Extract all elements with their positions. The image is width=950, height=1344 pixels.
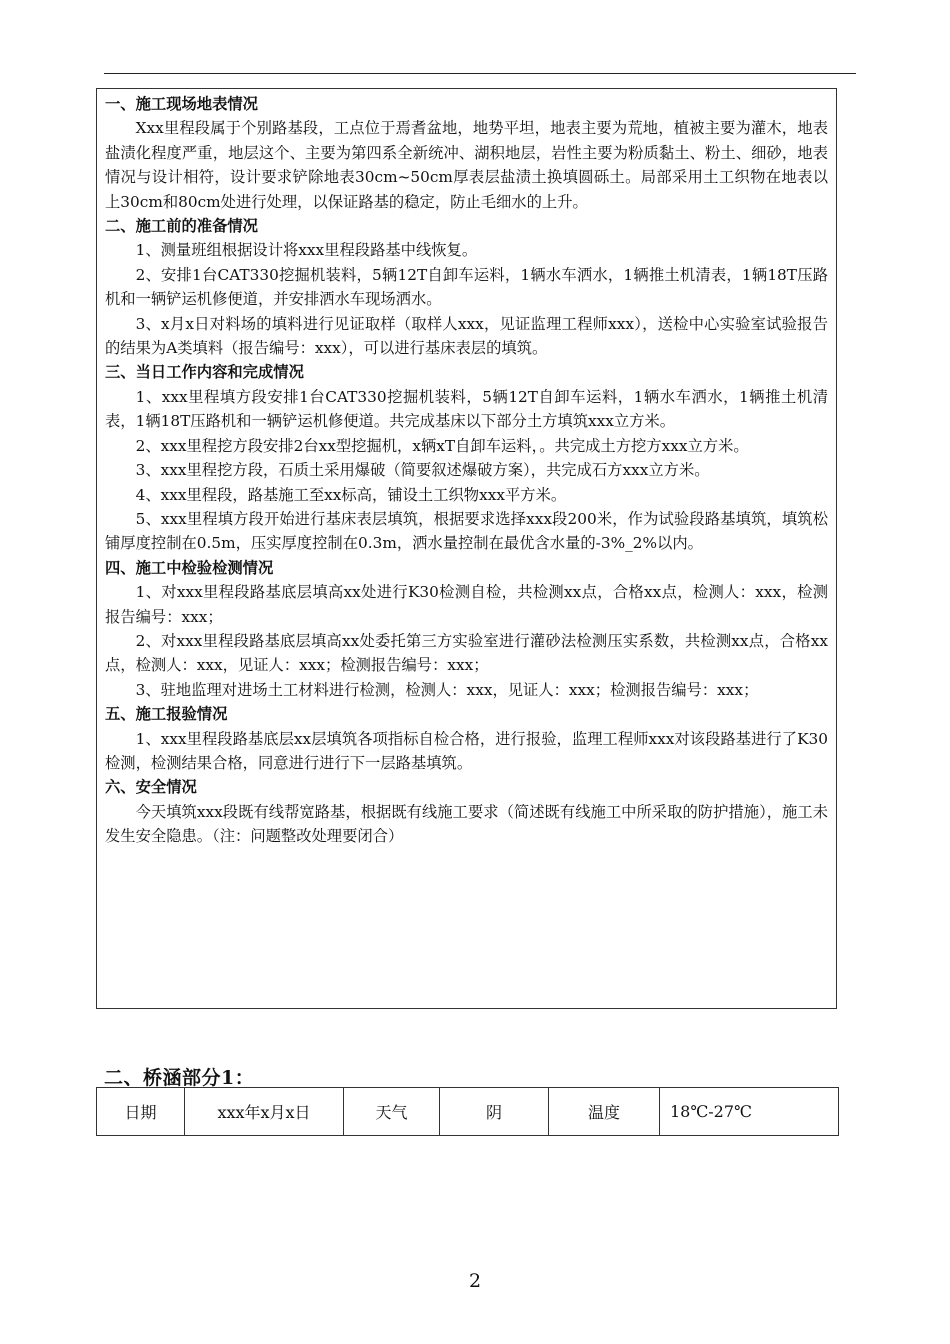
section-heading: 六、安全情况 <box>105 778 197 797</box>
paragraph: 3、xxx里程挖方段，石质土采用爆破（简要叙述爆破方案），共完成石方xxx立方米。 <box>135 461 710 480</box>
temperature-label: 温度 <box>549 1088 660 1136</box>
paragraph: 2、xxx里程挖方段安排2台xx型挖掘机，x辆xT自卸车运料，。共完成土方挖方xxx立方米。 <box>135 436 749 455</box>
table-row <box>97 1088 839 1136</box>
paragraph: 1、对xxx里程段路基底层填高xx处进行K30检测自检，共检测xx点，合格xx点，检测人：xxx，检测报告编号：xxx； <box>105 583 828 626</box>
weather-label: 天气 <box>344 1088 440 1136</box>
section-safety <box>105 775 828 848</box>
paragraph: 1、xxx里程填方段安排1台CAT330挖掘机装料，5辆12T自卸车运料，1辆水车洒水，1辆推土机清表，1辆18T压路机和一辆铲运机修便道。共完成基床以下部分土方填筑xxx立方米。 <box>105 387 828 431</box>
temperature-value: 18℃-27℃ <box>660 1088 839 1136</box>
header-rule <box>104 73 856 74</box>
daily-log-box <box>96 88 837 1009</box>
section-surface <box>105 92 828 214</box>
section-reporting <box>105 702 828 775</box>
paragraph: 1、测量班组根据设计将xxx里程段路基中线恢复。 <box>135 241 478 260</box>
paragraph: 2、安排1台CAT330挖掘机装料，5辆12T自卸车运料，1辆水车洒水，1辆推土机清表，1辆18T压路机和一辆铲运机修便道，并安排洒水车现场洒水。 <box>105 265 828 309</box>
paragraph: 今天填筑xxx段既有线帮宽路基，根据既有线施工要求（简述既有线施工中所采取的防护措施），施工未发生安全隐患。（注：问题整改处理要闭合） <box>105 802 828 846</box>
date-value: xxx年x月x日 <box>185 1088 344 1136</box>
section-heading: 二、施工前的准备情况 <box>105 217 258 236</box>
section-preparation <box>105 214 828 360</box>
page-number: 2 <box>468 1270 482 1292</box>
date-label: 日期 <box>97 1088 185 1136</box>
section-heading: 五、施工报验情况 <box>105 705 228 724</box>
paragraph: 2、对xxx里程段路基底层填高xx处委托第三方实验室进行灌砂法检测压实系数，共检测xx点，合格xx点，检测人：xxx，见证人：xxx；检测报告编号：xxx； <box>105 631 828 675</box>
paragraph: 3、驻地监理对进场土工材料进行检测，检测人：xxx，见证人：xxx；检测报告编号：xxx； <box>135 680 759 699</box>
weather-value: 阴 <box>440 1088 549 1136</box>
paragraph: 3、x月x日对料场的填料进行见证取样（取样人xxx，见证监理工程师xxx），送检中心实验室试验报告的结果为A类填料（报告编号：xxx），可以进行基床表层的填筑。 <box>105 314 828 358</box>
section-heading: 三、当日工作内容和完成情况 <box>105 363 304 382</box>
section-heading: 一、施工现场地表情况 <box>105 95 258 113</box>
section-heading: 四、施工中检验检测情况 <box>105 558 274 577</box>
section-inspection <box>105 556 828 702</box>
paragraph: 4、xxx里程段，路基施工至xx标高，铺设土工织物xxx平方米。 <box>135 485 567 504</box>
paragraph: 5、xxx里程填方段开始进行基床表层填筑，根据要求选择xxx段200米，作为试验段路基填筑，填筑松铺厚度控制在0.5m，压实厚度控制在0.3m，洒水量控制在最优含水量的-3%_2%以内。 <box>105 509 828 553</box>
bridge-info-table <box>96 1087 839 1136</box>
bridge-section-title: 二、桥涵部分1： <box>104 1067 255 1089</box>
section-daily-work <box>105 360 828 555</box>
paragraph: 1、xxx里程段路基底层xx层填筑各项指标自检合格，进行报验，监理工程师xxx对该段路基进行了K30检测，检测结果合格，同意进行进行下一层路基填筑。 <box>105 729 828 772</box>
paragraph: Xxx里程段属于个别路基段，工点位于焉耆盆地，地势平坦，地表主要为荒地，植被主要为灌木，地表盐渍化程度严重，地层这个、主要为第四系全新统冲、湖积地层，岩性主要为粉质黏土、粉土、细砂，地表情况与设计相符，设计要求铲除地表30cm~50cm厚表层盐渍土换填圆砾土。局部采用土工织物在地表以上30cm和80cm处进行处理，以保证路基的稳定，防止毛细水的上升。 <box>105 119 828 211</box>
